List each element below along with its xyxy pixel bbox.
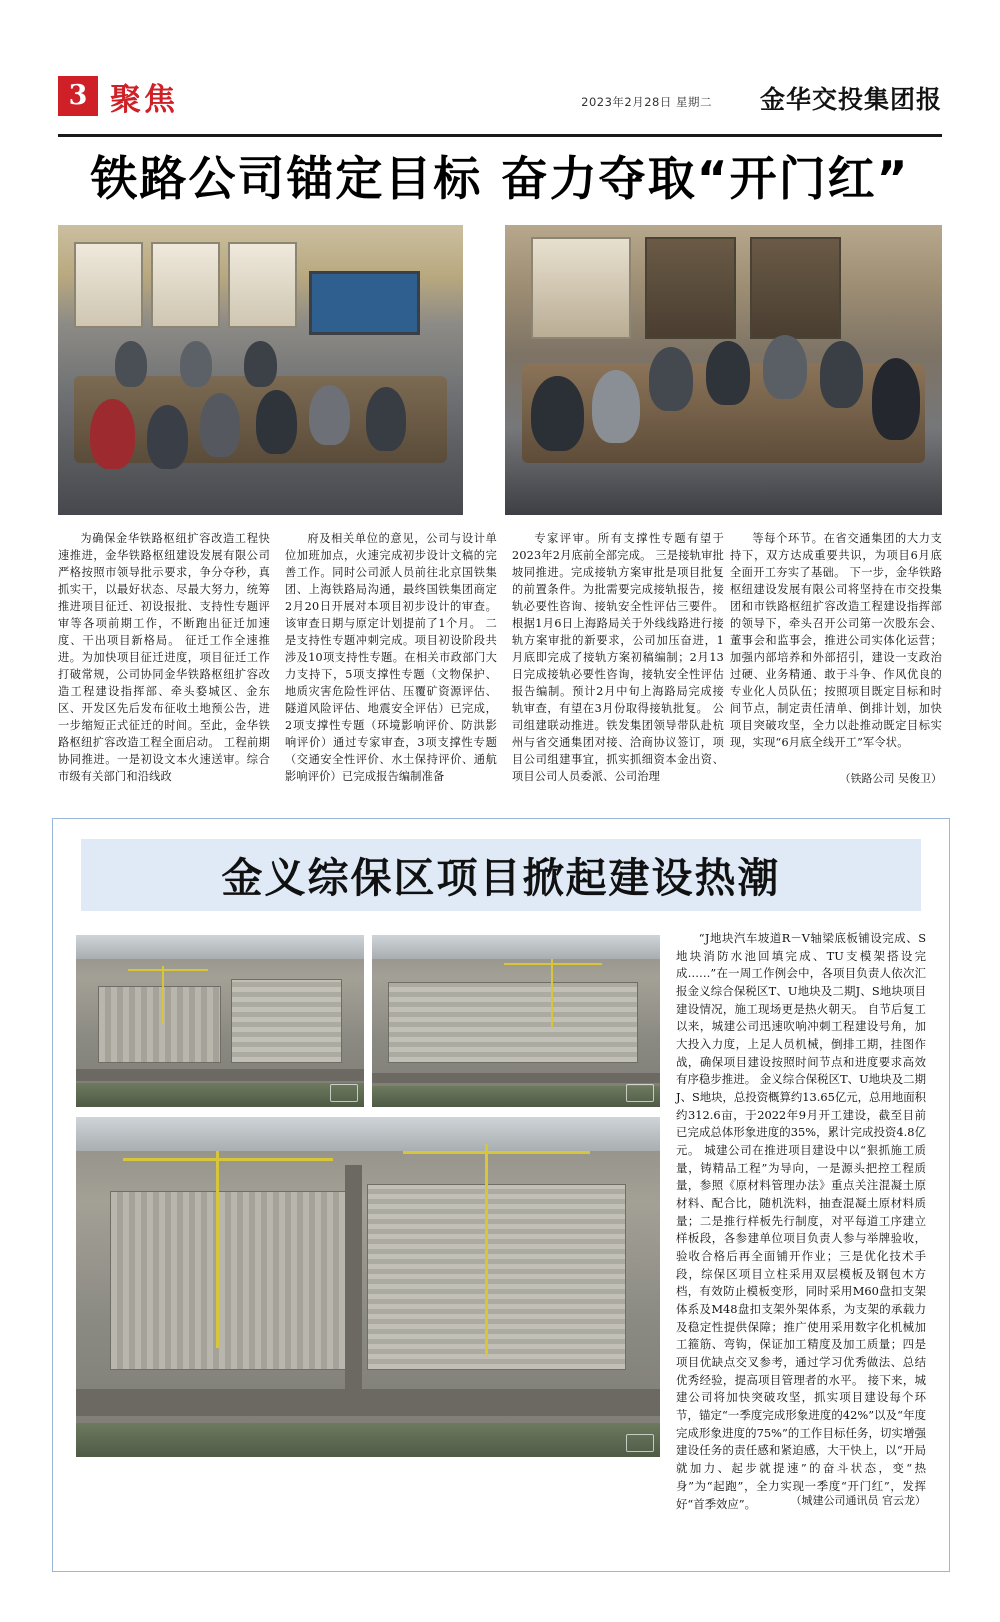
- photo-aerial-3: [76, 1117, 660, 1457]
- article1-headline: 铁路公司锚定目标 奋力夺取“开门红”: [90, 152, 910, 207]
- article1-column-3: [512, 530, 724, 785]
- article1-column-2-text: 府及相关单位的意见，公司与设计单位加班加点，火速完成初步设计文稿的完善工作。同时公司派人员前往北京国铁集团、上海铁路局沟通，最终国铁集团商定2月20日开展对本项目初步设计的审查。该审查日期与原定计划提前了1个月。 二是支持性专题冲刺完成。项目初设阶段共涉及10项支持性专题。在相关市政部门大力支持下，5项支撑性专题（文物保护、地质灾害危险性评估、压覆矿资源评估、隧道风险评估、地震安全评估）已完成，2项支撑性专题（环境影响评价、防洪影响评价）通过专家审查，3项支撑性专题（交通安全性评价、水土保持评价、通航影响评价）已完成报告编制准备: [285, 532, 497, 784]
- article1-column-3-text: 专家评审。所有支撑性专题有望于2023年2月底前全部完成。 三是接轨审批坡同推进。完成接轨方案审批是项目批复的前置条件。为批需要完成接轨报告，接轨必要性咨询、接轨安全性评估三要件。根据1月6日上海路局关于外线线路进行接轨方案审批的新要求，公司加压奋进，1月底即完成了接轨方案初稿编制；2月13日完成接轨必要性咨询，接轨安全性评估报告编制。预计2月中旬上海路局完成接轨审查，有望在3月份取得接轨批复。 公司组建联动推进。铁发集团领导带队赴杭州与省交通集团对接、洽商协议签订，项目公司组建事宜，抓实抓细资本金出资、项目公司人员委派、公司治理: [512, 532, 724, 784]
- article2-text: “J地块汽车坡道R－V轴梁底板铺设完成、S地块消防水池回填完成、TU支模架搭设完成……”在一周工作例会中，各项目负责人依次汇报金义综合保税区T、U地块及二期J、S地块项目建设情况，施工现场更是热火朝天。 自节后复工以来，城建公司迅速吹响冲刺工程建设号角，加大投入力度，上足人员机械，倒排工期，挂图作战，确保项目建设按照时间节点和进度要求高效有序稳步推进。 金义综合保税区T、U地块及二期J、S地块，总投资概算约13.65亿元，总用地面积约312.6亩，于2022年9月开工建设，截至目前已完成总体形象进度的35%，累计完成投资4.8亿元。 城建公司在推进项目建设中以“狠抓施工质量，铸精品工程”为导向，一是源头把控工程质量，参照《原材料管理办法》重点关注混凝土原材料、配合比，随机洗料，抽查混凝土原材料质量；二是推行样板先行制度，对平每道工序建立样板段，各参建单位项目负责人参与举牌验收，验收合格后再全面铺开作业；三是优化技术手段，综保区项目立柱采用双层模板及钢包木方档，有效防止模板变形，同时采用M60盘扣支架体系及M48盘扣支架外架体系，为支架的承载力及稳定性提供保障；推广使用采用数字化机械加工箍筋、弯钩，保证加工精度及加工质量；四是项目优缺点交叉参考，通过学习优秀做法、总结优秀经验，提高项目管理者的水平。 接下来，城建公司将加快突破攻坚，抓实项目建设每个环节，锚定“一季度完成形象进度的42%”以及“年度完成形象进度的75%”的工作目标任务，切实增强建设任务的责任感和紧迫感，大干快上，以“开局就加力、起步就提速”的奋斗状态，变“热身”为“起跑”，全力实现一季度“开门红”，发挥好“首季效应”。: [676, 931, 927, 1511]
- publication-date: 2023年2月28日 星期二: [581, 95, 712, 109]
- article1-column-1: [58, 530, 270, 785]
- article1-column-4: [730, 530, 942, 751]
- photo-aerial-2: [372, 935, 660, 1107]
- paper-name: 金华交投集团报: [759, 85, 942, 114]
- photo-aerial-1: [76, 935, 364, 1107]
- section-title: 聚焦: [110, 82, 178, 118]
- photo-meeting-1: [58, 225, 463, 515]
- article2-headline: 金义综保区项目掀起建设热潮: [221, 854, 781, 902]
- article2-column: [676, 930, 926, 1513]
- masthead: [58, 72, 942, 137]
- article1-byline: （铁路公司 吴俊卫）: [839, 772, 942, 785]
- photo-meeting-2: [505, 225, 942, 515]
- article1-column-1-text: 为确保金华铁路枢纽扩容改造工程快速推进，金华铁路枢纽建设发展有限公司严格按照市领导批示要求，争分夺秒，真抓实干，以最好状态、尽最大努力，统筹推进项目征迁、初设报批、支持性专题评审等各项前期工作，不断跑出征迁加速度、干出项目新格局。 征迁工作全速推进。为加快项目征迁进度，项目征迁工作打破常规，公司协同金华铁路枢纽扩容改造工程建设指挥部、牵头婺城区、金东区、开发区先后发布征收土地预公告，进一步缩短正式征迁的时间。至此，金华铁路枢纽扩容改造工程全面启动。 工程前期协同推进。一是初设文本火速送审。综合市级有关部门和沿线政: [58, 532, 270, 784]
- article2-byline: （城建公司通讯员 官云龙）: [790, 1494, 926, 1507]
- page-number: 3: [58, 76, 98, 116]
- article1-column-2: [285, 530, 497, 785]
- article1-column-4-text: 等每个环节。在省交通集团的大力支持下，双方达成重要共识，为项目6月底全面开工夯实了基础。 下一步，金华铁路枢纽建设发展有限公司将坚持在市交投集团和市铁路枢纽扩容改造工程建设指挥部的领导下，牵头召开公司第一次股东会、董事会和监事会，推进公司实体化运营；加强内部培养和外部招引，建设一支政治过硬、业务精通、敢于斗争、作风优良的专业化人员队伍；按照项目既定目标和时间节点，制定责任清单、倒排计划，加快项目突破攻坚，全力以赴推动既定目标实现，实现“6月底全线开工”军令状。: [730, 532, 942, 750]
